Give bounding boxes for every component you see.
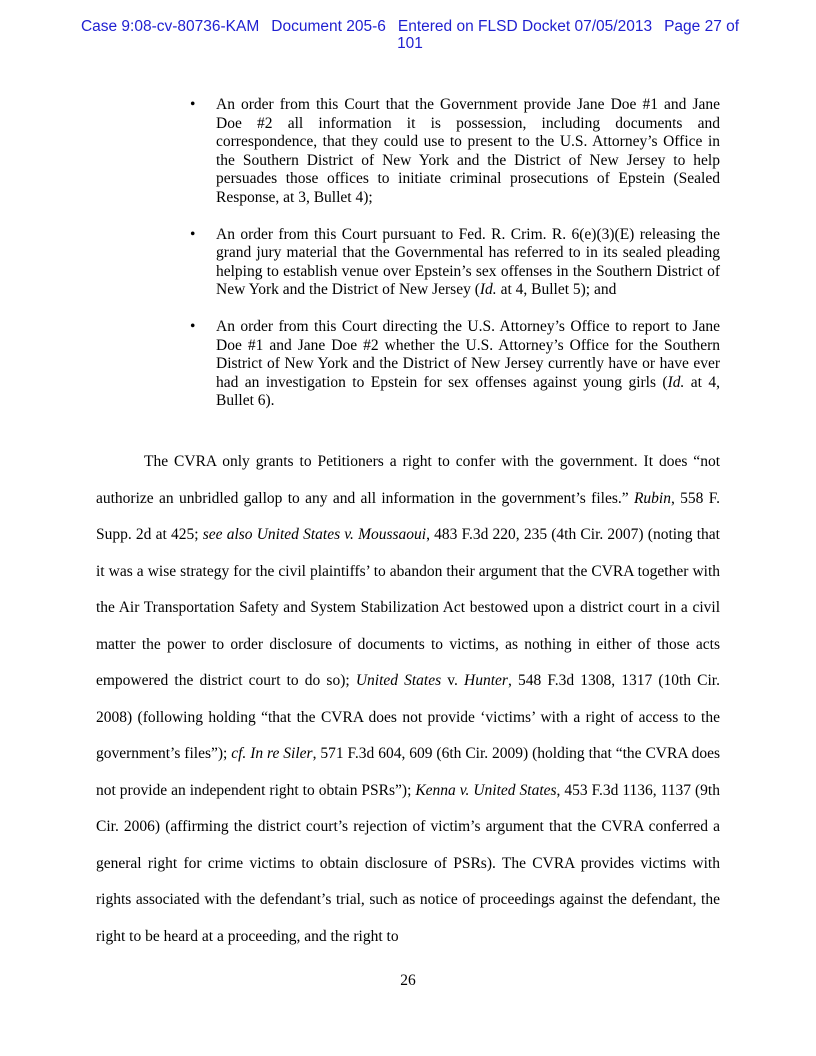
bullet-list: [190, 96, 720, 429]
paragraph-text: , 548 F.3d 1308, 1317 (10th Cir. 2008) (following holding “that the CVRA does not provide ‘victims’ with a right of access to the government’s files”);: [96, 672, 720, 762]
citation-united-states: United States: [355, 672, 442, 689]
paragraph-text: The CVRA only grants to Petitioners a right to confer with the government. It does “not authorize an unbridled gallop to any and all information in the government’s files.”: [96, 453, 720, 507]
citation-kenna: Kenna v. United States: [415, 781, 557, 799]
citation-id: Id.: [479, 281, 497, 298]
citation-siler: cf. In re Siler: [231, 745, 313, 762]
citation-rubin: Rubin: [633, 489, 671, 507]
paragraph-text: , 453 F.3d 1136, 1137 (9th Cir. 2006) (affirming the district court’s rejection of victim’s argument that the CVRA conferred a general right for crime victims to obtain disclosure of PSRs). The CVRA provides victims with rights associated with the defendant’s trial, such as notice of proceedings against the defendant, the right to be heard at a proceeding, and the right to: [96, 781, 720, 945]
page-number: 26: [400, 972, 416, 989]
docket-entry: Entered on FLSD Docket 07/05/2013: [397, 18, 653, 35]
bullet-item: [190, 96, 720, 207]
document-number: Document 205-6: [271, 18, 386, 35]
paragraph-text: , 571 F.3d 604, 609 (6th Cir. 2009) (holding that “the CVRA does not provide an independent right to obtain PSRs”);: [96, 745, 721, 799]
bullet-text-end: at 4, Bullet 5); and: [496, 281, 617, 298]
citation-moussaoui: see also United States v. Moussaoui: [202, 526, 427, 543]
bullet-marker: •: [190, 225, 196, 243]
case-number: Case 9:08-cv-80736-KAM: [80, 18, 260, 35]
bullet-text-end: at 4, Bullet 6).: [216, 373, 720, 409]
page-indicator: Page 27 of: [664, 18, 740, 35]
paragraph-text: , 483 F.3d 220, 235 (4th Cir. 2007) (noting that it was a wise strategy for the civil plaintiffs’ to abandon their argument that the CVRA together with the Air Transportation Safety and System Stabilization Act bestowed upon a district court in a civil matter the power to order disclosure of documents to victims, as nothing in either of those acts empowered the district court to do so);: [96, 526, 720, 689]
paragraph-text: , 558 F. Supp. 2d at 425;: [96, 489, 720, 543]
page-total: 101: [397, 35, 423, 52]
bullet-text: An order from this Court that the Government provide Jane Doe #1 and Jane Doe #2 all information it is possession, including documents and correspondence, that they could use to present to the U.S. Attorney’s Office in the Southern District of New York and the District of New Jersey to help persuades those offices to initiate criminal prosecutions of Epstein (Sealed Response, at 3, Bullet 4);: [216, 96, 720, 206]
bullet-text: An order from this Court directing the U.S. Attorney’s Office to report to Jane Doe #1 and Jane Doe #2 whether the U.S. Attorney’s Office for the Southern District of New York and the District of New Jersey currently have or have ever had an investigation to Epstein for sex offenses against young girls (: [216, 318, 720, 391]
citation-id: Id.: [667, 373, 685, 391]
bullet-text: An order from this Court pursuant to Fed. R. Crim. R. 6(e)(3)(E) releasing the grand jury material that the Governmental has referred to in its sealed pleading helping to establish venue over Epstein’s sex offenses in the Southern District of New York and the District of New Jersey (: [216, 225, 720, 298]
bullet-marker: •: [190, 318, 196, 335]
paragraph-text: v.: [441, 672, 465, 689]
body-paragraph: [96, 444, 720, 955]
bullet-item: [190, 226, 720, 300]
bullet-marker: •: [190, 96, 196, 113]
docket-header: [60, 18, 760, 52]
bullet-item: [190, 318, 720, 411]
citation-hunter: Hunter: [464, 672, 508, 689]
